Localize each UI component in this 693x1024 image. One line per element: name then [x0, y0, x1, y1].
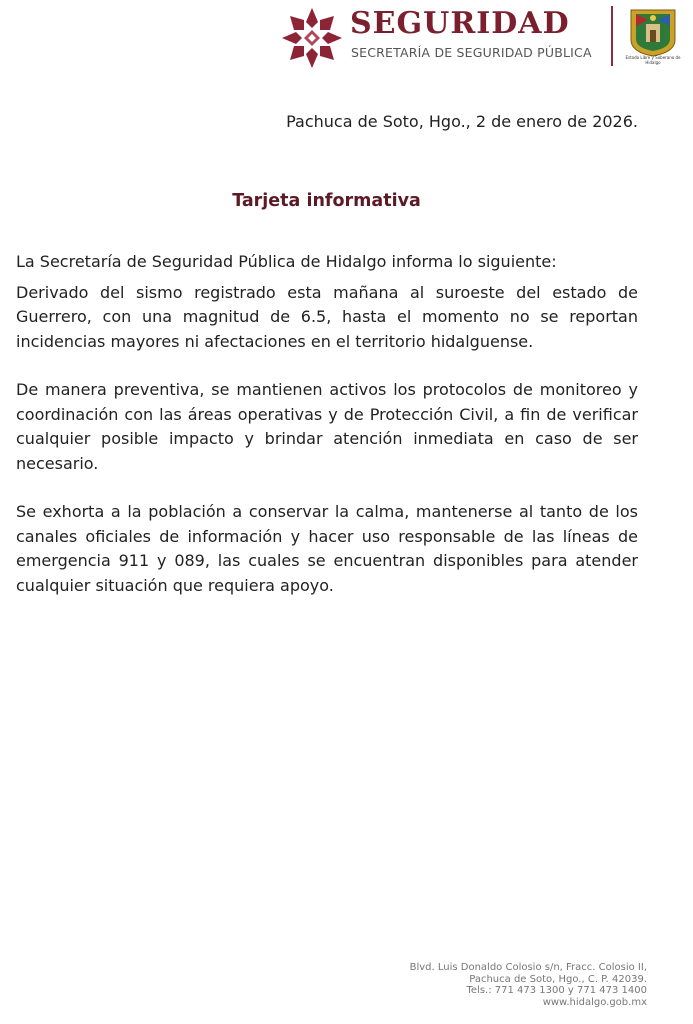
footer-line: Blvd. Luis Donaldo Colosio s/n, Fracc. Colosio II, [409, 962, 647, 973]
footer-address [410, 962, 647, 1008]
seal-caption: Estado Libre y Soberano de Hidalgo [625, 55, 681, 65]
footer-line: Tels.: 771 473 1300 y 771 473 1400 [466, 985, 647, 996]
footer-line: Pachuca de Soto, Hgo., C. P. 42039. [469, 973, 647, 985]
body-paragraph: Se exhorta a la población a conservar la calma, mantenerse al tanto de los canales oficiales de información y hacer uso responsable de las líneas de emergencia 911 y 089, las cuales se encuentran disponibles para atender cualquier situación que requiera apoyo. [16, 502, 638, 595]
document-date: Pachuca de Soto, Hgo., 2 de enero de 2026. [286, 112, 638, 131]
star-logo-icon [280, 6, 344, 70]
intro-paragraph: La Secretaría de Seguridad Pública de Hidalgo informa lo siguiente: [16, 252, 557, 271]
body-paragraph: Derivado del sismo registrado esta mañana al suroeste del estado de Guerrero, con una magnitud de 6.5, hasta el momento no se reportan incidencias mayores ni afectaciones en el territorio hidalguense. [16, 282, 638, 351]
brand-subtitle: SECRETARÍA DE SEGURIDAD PÚBLICA [351, 45, 592, 60]
footer-website-link[interactable]: www.hidalgo.gob.mx [542, 996, 647, 1008]
brand-title: SEGURIDAD [350, 6, 570, 41]
document-body [16, 250, 638, 598]
header-divider [611, 6, 613, 66]
body-paragraph: De manera preventiva, se mantienen activos los protocolos de monitoreo y coordinación con las áreas operativas y de Protección Civil, a fin de verificar cualquier posible impacto y brindar atención inmediata en caso de ser necesario. [16, 380, 638, 473]
document-title: Tarjeta informativa [232, 191, 421, 211]
letterhead [0, 0, 693, 80]
